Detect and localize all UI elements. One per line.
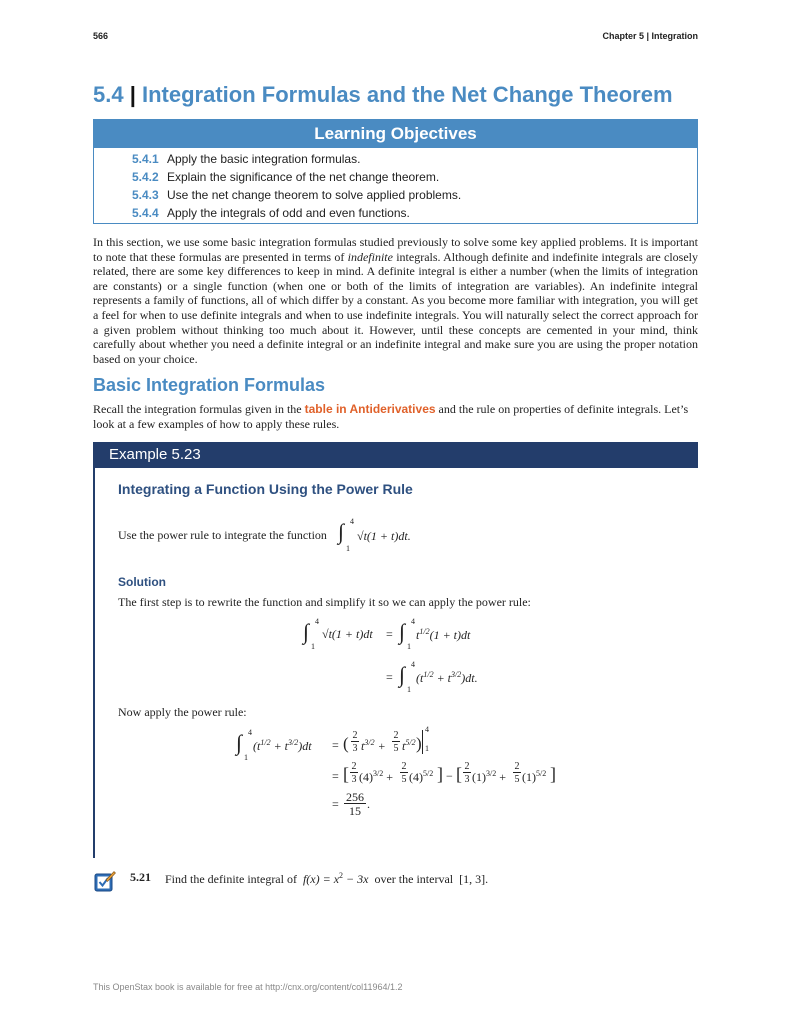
- plus-t: + t: [273, 739, 289, 753]
- integral-sign: ∫: [303, 619, 310, 644]
- objective-number: 5.4.3: [132, 188, 159, 202]
- exponent: 3/2: [373, 769, 384, 778]
- checkbox-pencil-icon: [94, 870, 116, 892]
- exponent: 3/2: [486, 769, 497, 778]
- lower-limit: 1: [244, 753, 248, 762]
- now-apply-text: Now apply the power rule:: [118, 705, 247, 719]
- minus-sign: −: [446, 769, 453, 783]
- exponent: 5/2: [423, 769, 434, 778]
- base-t: t: [416, 628, 420, 642]
- example-label: Example 5.23: [109, 446, 201, 463]
- equals-sign: =: [386, 670, 393, 684]
- exponent: 5/2: [536, 769, 547, 778]
- period: .: [407, 529, 411, 543]
- example-subtitle: Integrating a Function Using the Power Rule: [118, 481, 413, 497]
- exponent-half: 1/2: [260, 738, 271, 747]
- lower-limit: 1: [407, 685, 411, 694]
- upper-limit: 4: [315, 617, 319, 626]
- period: .: [367, 797, 370, 811]
- expanded-integrand: [253, 738, 312, 754]
- function-def: f(x) = x: [302, 872, 340, 886]
- integral-sign: ∫: [338, 519, 345, 544]
- objective-item: [132, 206, 410, 220]
- result-denominator: 15: [349, 804, 361, 818]
- function-rest: − 3x: [346, 872, 369, 886]
- objective-item: [132, 188, 461, 202]
- integral-sign: ∫: [399, 662, 406, 687]
- power-term: $(1)^{3/2}$ +: [472, 769, 507, 784]
- open-paren: (: [343, 734, 349, 753]
- equals-sign: =: [332, 769, 339, 783]
- lower-limit: 1: [425, 744, 429, 753]
- upper-limit: 4: [350, 517, 354, 526]
- objective-item: [132, 170, 439, 184]
- integrand: [357, 529, 411, 544]
- solution-text: The first step is to rewrite the function and simplify it so we can apply the power rule:: [118, 595, 531, 609]
- exercise-number: 5.21: [130, 870, 151, 884]
- lower-limit: 1: [311, 642, 315, 651]
- one: (1): [522, 770, 536, 784]
- fraction-numerator: 2: [393, 730, 399, 741]
- section-title-text: Integration Formulas and the Net Change Theorem: [142, 82, 673, 107]
- equals-sign: =: [332, 797, 339, 811]
- learning-objectives-box: [93, 119, 698, 224]
- subsection-heading: Basic Integration Formulas: [93, 375, 326, 395]
- exponent: 1/2: [419, 627, 430, 636]
- power-term: [522, 769, 546, 785]
- objective-text: Explain the significance of the net change theorem.: [167, 170, 440, 184]
- exponent: 3/2: [364, 738, 375, 747]
- example-prompt: Use the power rule to integrate the function: [118, 528, 327, 542]
- exponent-half: 1/2: [423, 670, 434, 679]
- result-numerator: 256: [346, 790, 364, 804]
- close-bracket: ]: [550, 764, 556, 784]
- antiderivatives-link[interactable]: table in Antiderivatives: [304, 402, 436, 416]
- expand-close: )dt.: [461, 671, 478, 685]
- section-number: 5.4: [93, 82, 124, 107]
- lower-limit: 1: [407, 642, 411, 651]
- exercise-interval: [1, 3].: [459, 872, 489, 886]
- expand-close: )dt: [298, 739, 312, 753]
- open-bracket: [: [456, 764, 462, 784]
- intro-text-2: integrals. Although definite and indefinite integrals are closely related, there are some key differences to keep in mind. A definite integral is either a number (when the limits of integration are constants) or a single function (when one or both of the limits of integration are variables). An indefinite integral represents a family of functions, all of which differ by a constant. As you become more familiar with integration, you will get a feel for when to use definite integrals and when to use indefinite integrals. You will naturally select the correct approach for a given problem without thinking too much about it. However, until these concepts are cemented in your mind, think carefully about whether you need a definite integral or an indefinite integral and make sure you are using the proper notation based on your choice.: [93, 249, 698, 366]
- learning-objectives-heading: Learning Objectives: [94, 120, 697, 148]
- four: (4): [409, 770, 423, 784]
- equals-sign: =: [332, 738, 339, 752]
- upper-limit: 4: [411, 617, 415, 626]
- close-bracket: ]: [437, 764, 443, 784]
- fraction-denominator: 5: [514, 774, 520, 785]
- objective-number: 5.4.2: [132, 170, 159, 184]
- integral-sign: ∫: [236, 730, 243, 755]
- page-number: 566: [93, 31, 109, 41]
- exercise-over: over the interval: [374, 872, 454, 886]
- upper-limit: 4: [411, 660, 415, 669]
- objective-text: Apply the basic integration formulas.: [167, 152, 361, 166]
- upper-limit: 4: [248, 728, 252, 737]
- evaluation-bar: [422, 730, 423, 754]
- upper-limit: 4: [425, 725, 429, 734]
- example-left-rule: [93, 468, 95, 858]
- fraction-numerator: 2: [514, 761, 520, 772]
- close-paren: ): [416, 734, 422, 753]
- objective-number: 5.4.1: [132, 152, 159, 166]
- rewritten-integrand: [416, 627, 470, 643]
- exponent-three-halves: 3/2: [288, 738, 299, 747]
- t: t: [402, 739, 406, 753]
- fraction-numerator: 2: [401, 761, 407, 772]
- exponent-three-halves: 3/2: [451, 670, 462, 679]
- recall-text-1: Recall the integration formulas given in the: [93, 402, 305, 416]
- exponent: 5/2: [405, 738, 416, 747]
- section-title: [93, 82, 673, 108]
- fraction-numerator: 2: [464, 761, 470, 772]
- power-term: [409, 769, 433, 785]
- fraction-denominator: 5: [401, 774, 407, 785]
- plus-t: + t: [436, 671, 452, 685]
- function-exponent: 2: [339, 871, 344, 880]
- power-term: $(4)^{3/2}$ +: [359, 769, 394, 784]
- t: t: [361, 739, 365, 753]
- expand-open: (t: [416, 671, 424, 685]
- four: (4): [359, 770, 373, 784]
- power-term: $t^{3/2}$ +: [361, 738, 386, 753]
- intro-paragraph: [93, 235, 698, 366]
- fraction-denominator: 3: [351, 774, 357, 785]
- expanded-integrand: [416, 670, 478, 686]
- objective-text: Apply the integrals of odd and even functions.: [167, 206, 410, 220]
- recall-paragraph: [93, 402, 698, 432]
- chapter-header: Chapter 5 | Integration: [602, 31, 698, 41]
- open-bracket: [: [343, 764, 349, 784]
- solution-heading: Solution: [118, 575, 166, 589]
- integrand: √t(1 + t)dt: [322, 627, 373, 641]
- intro-emphasis: indefinite: [347, 249, 393, 264]
- fraction-denominator: 3: [464, 774, 470, 785]
- fraction-numerator: 2: [351, 761, 357, 772]
- recall-text-2: and the rule on properties of definite integrals. Let’s look at a few examples of how to apply these rules.: [93, 402, 689, 431]
- power-term: [402, 738, 416, 754]
- lower-limit: 1: [346, 544, 350, 553]
- fraction-denominator: 3: [352, 743, 358, 754]
- exercise-text: [165, 871, 488, 887]
- expand-open: (t: [253, 739, 261, 753]
- footer-text: This OpenStax book is available for free at http://cnx.org/content/col11964/1.2: [93, 982, 403, 992]
- fraction-numerator: 2: [352, 730, 358, 741]
- one: (1): [472, 770, 486, 784]
- equals-sign: =: [386, 627, 393, 641]
- intro-text-1: In this section, we use some basic integration formulas studied previously to solve some key applied problems. It is important to note that these formulas are presented in terms of: [93, 235, 698, 264]
- objective-text: Use the net change theorem to solve applied problems.: [167, 188, 462, 202]
- objective-number: 5.4.4: [132, 206, 159, 220]
- integrand-text: √t(1 + t)dt: [357, 529, 408, 543]
- rest: (1 + t)dt: [429, 628, 471, 642]
- section-separator: |: [129, 82, 136, 107]
- exercise-prefix: Find the definite integral of: [165, 872, 297, 886]
- fraction-denominator: 5: [393, 743, 399, 754]
- integral-sign: ∫: [399, 619, 406, 644]
- objective-item: [132, 152, 360, 166]
